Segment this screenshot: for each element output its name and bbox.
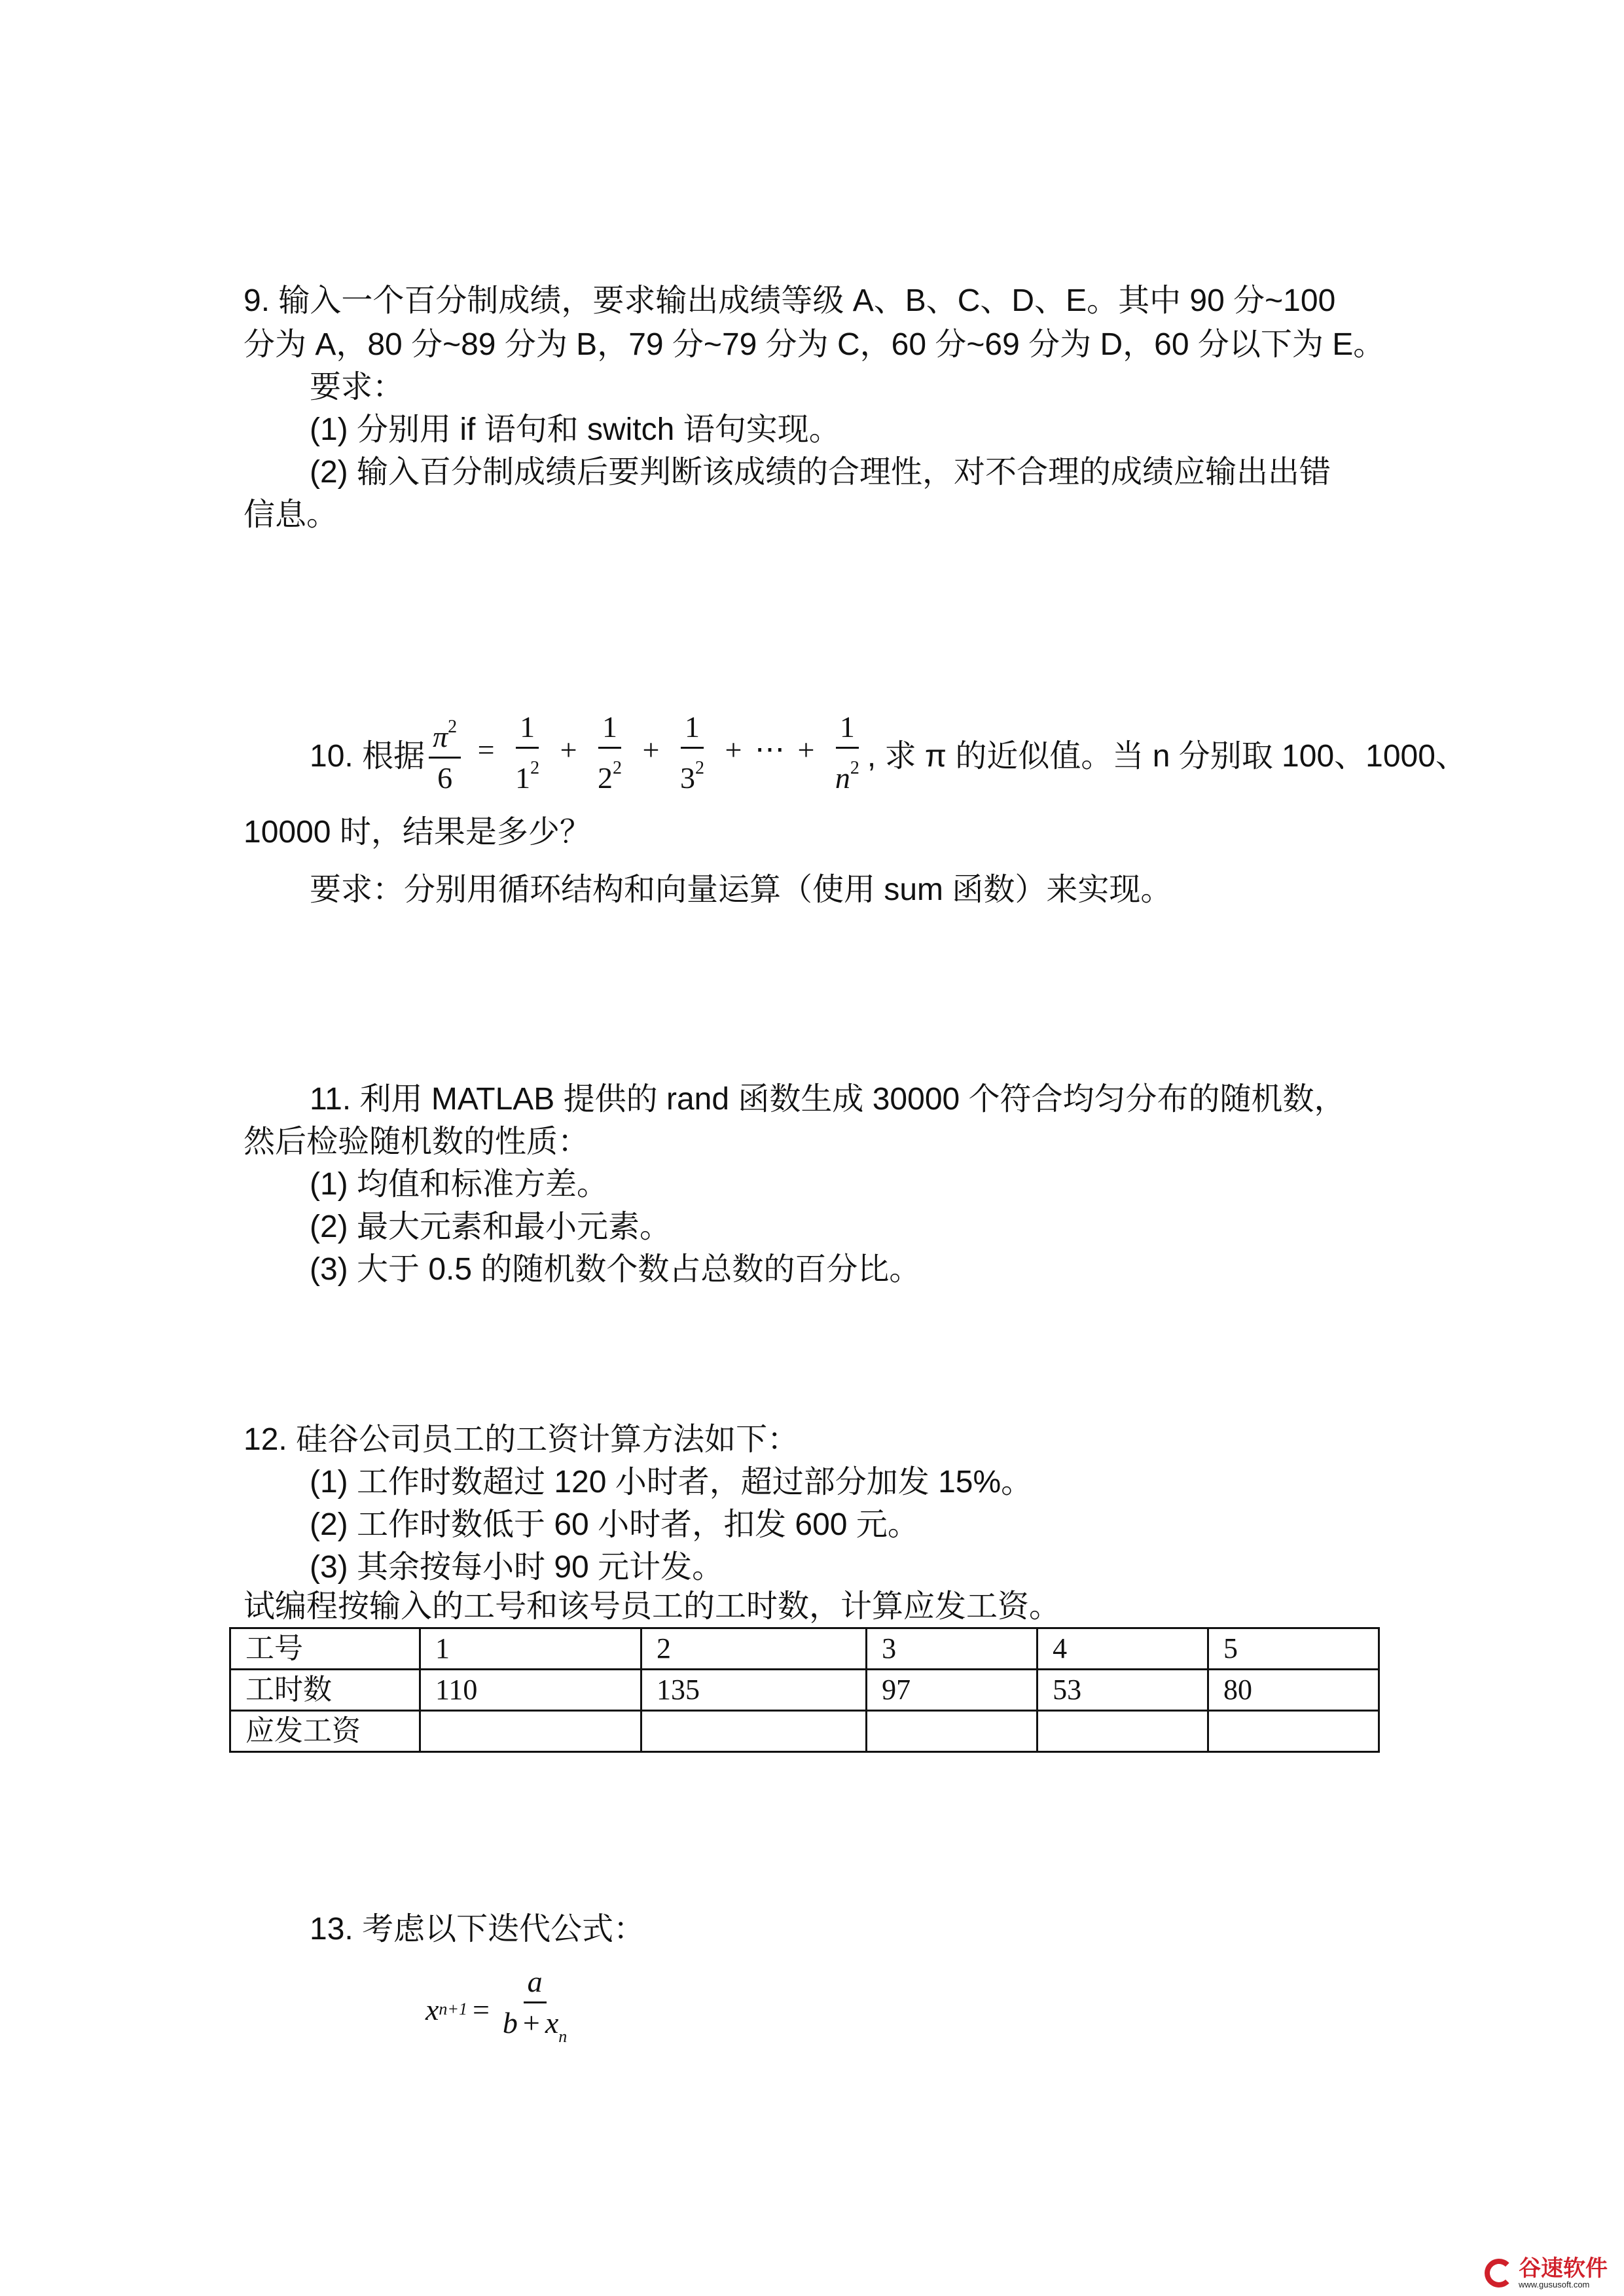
logo-url: www.gususoft.com [1519,2280,1590,2289]
q9-line-1: 9. 输入一个百分制成绩，要求输出成绩等级 A、B、C、D、E。其中 90 分~100 [244,283,1336,318]
table-cell: 1 [420,1628,641,1670]
table-cell: 3 [867,1628,1038,1670]
table-cell: 135 [641,1670,867,1711]
table-cell: 97 [867,1670,1038,1711]
q13-formula: x n+1 = $\frac{a}{b + x_n}$ [425,1964,575,2055]
table-cell: 80 [1208,1670,1379,1711]
q10-formula: $\frac{\pi^2}{6}$ = $\frac{1}{1^2}$ + $\frac{1}{2^2}$ + $\frac{1}{3^2}$ + ⋯ + $\frac{1}{n^2}$ [425,710,867,795]
logo-name: 谷速软件 [1519,2256,1608,2281]
table-row [230,1670,1379,1711]
q9-requirement-1: (1) 分别用 if 语句和 switch 语句实现。 [310,412,840,447]
table-cell: 110 [420,1670,641,1711]
table-cell [1208,1711,1379,1752]
q10-frac-1: $\frac{1}{1^2}$ [515,710,540,795]
table-row-label: 工时数 [230,1670,420,1711]
q12-rule-2: (2) 工作时数低于 60 小时者，扣发 600 元。 [310,1507,919,1542]
table-cell [867,1711,1038,1752]
q9-requirement-2-cont: 信息。 [244,497,338,532]
q9-line-2: 分为 A，80 分~89 分为 B，79 分~79 分为 C，60 分~69 分为 D，60 分以下为 E。 [244,327,1385,362]
q10-line-2: 10000 时，结果是多少？ [244,815,591,850]
table-cell: 4 [1038,1628,1208,1670]
gususoft-logo-icon [1485,2259,1513,2287]
table-cell: 5 [1208,1628,1379,1670]
table-row-label: 工号 [230,1628,420,1670]
table-cell [1038,1711,1208,1752]
q11-item-3: (3) 大于 0.5 的随机数个数占总数的百分比。 [310,1252,921,1287]
q11-item-1: (1) 均值和标准方差。 [310,1167,609,1202]
table-cell [641,1711,867,1752]
gususoft-logo [1485,2257,1608,2289]
q9-requirement-2: (2) 输入百分制成绩后要判断该成绩的合理性，对不合理的成绩应输出出错 [310,455,1331,490]
q12-line-1: 12. 硅谷公司员工的工资计算方法如下： [244,1422,799,1457]
q10-suffix: , 求 π 的近似值。当 n 分别取 100、1000、 [867,738,1467,774]
q11-line-1: 11. 利用 MATLAB 提供的 rand 函数生成 30000 个符合均匀分布的随机数， [310,1082,1346,1117]
table-cell [420,1711,641,1752]
q10-requirement: 要求：分别用循环结构和向量运算（使用 sum 函数）来实现。 [310,872,1172,907]
q10-frac-lhs: $\frac{\pi^2}{6}$ [429,710,461,795]
q11-item-2: (2) 最大元素和最小元素。 [310,1210,672,1244]
q12-rule-3: (3) 其余按每小时 90 元计发。 [310,1550,724,1585]
q10-frac-n: $\frac{1}{n^2}$ [835,710,859,795]
q9-requirement-label: 要求： [310,370,405,404]
q10-prefix: 10. 根据 [310,738,425,774]
q10-frac-2: $\frac{1}{2^2}$ [598,710,623,795]
table-row-label: 应发工资 [230,1711,420,1752]
q13-fraction: $\frac{a}{b + x_n}$ [502,1965,568,2046]
q12-task: 试编程按输入的工号和该号员工的工时数，计算应发工资。 [244,1589,1061,1624]
wage-table [229,1627,1380,1753]
table-cell: 53 [1038,1670,1208,1711]
q10-frac-3: $\frac{1}{3^2}$ [679,710,704,795]
table-cell: 2 [641,1628,867,1670]
q13-line-1: 13. 考虑以下迭代公式： [310,1912,645,1946]
q12-rule-1: (1) 工作时数超过 120 小时者，超过部分加发 15%。 [310,1465,1033,1499]
q10-formula-line [310,704,1467,802]
q11-line-2: 然后检验随机数的性质： [244,1124,590,1159]
table-row [230,1628,1379,1670]
table-row [230,1711,1379,1752]
